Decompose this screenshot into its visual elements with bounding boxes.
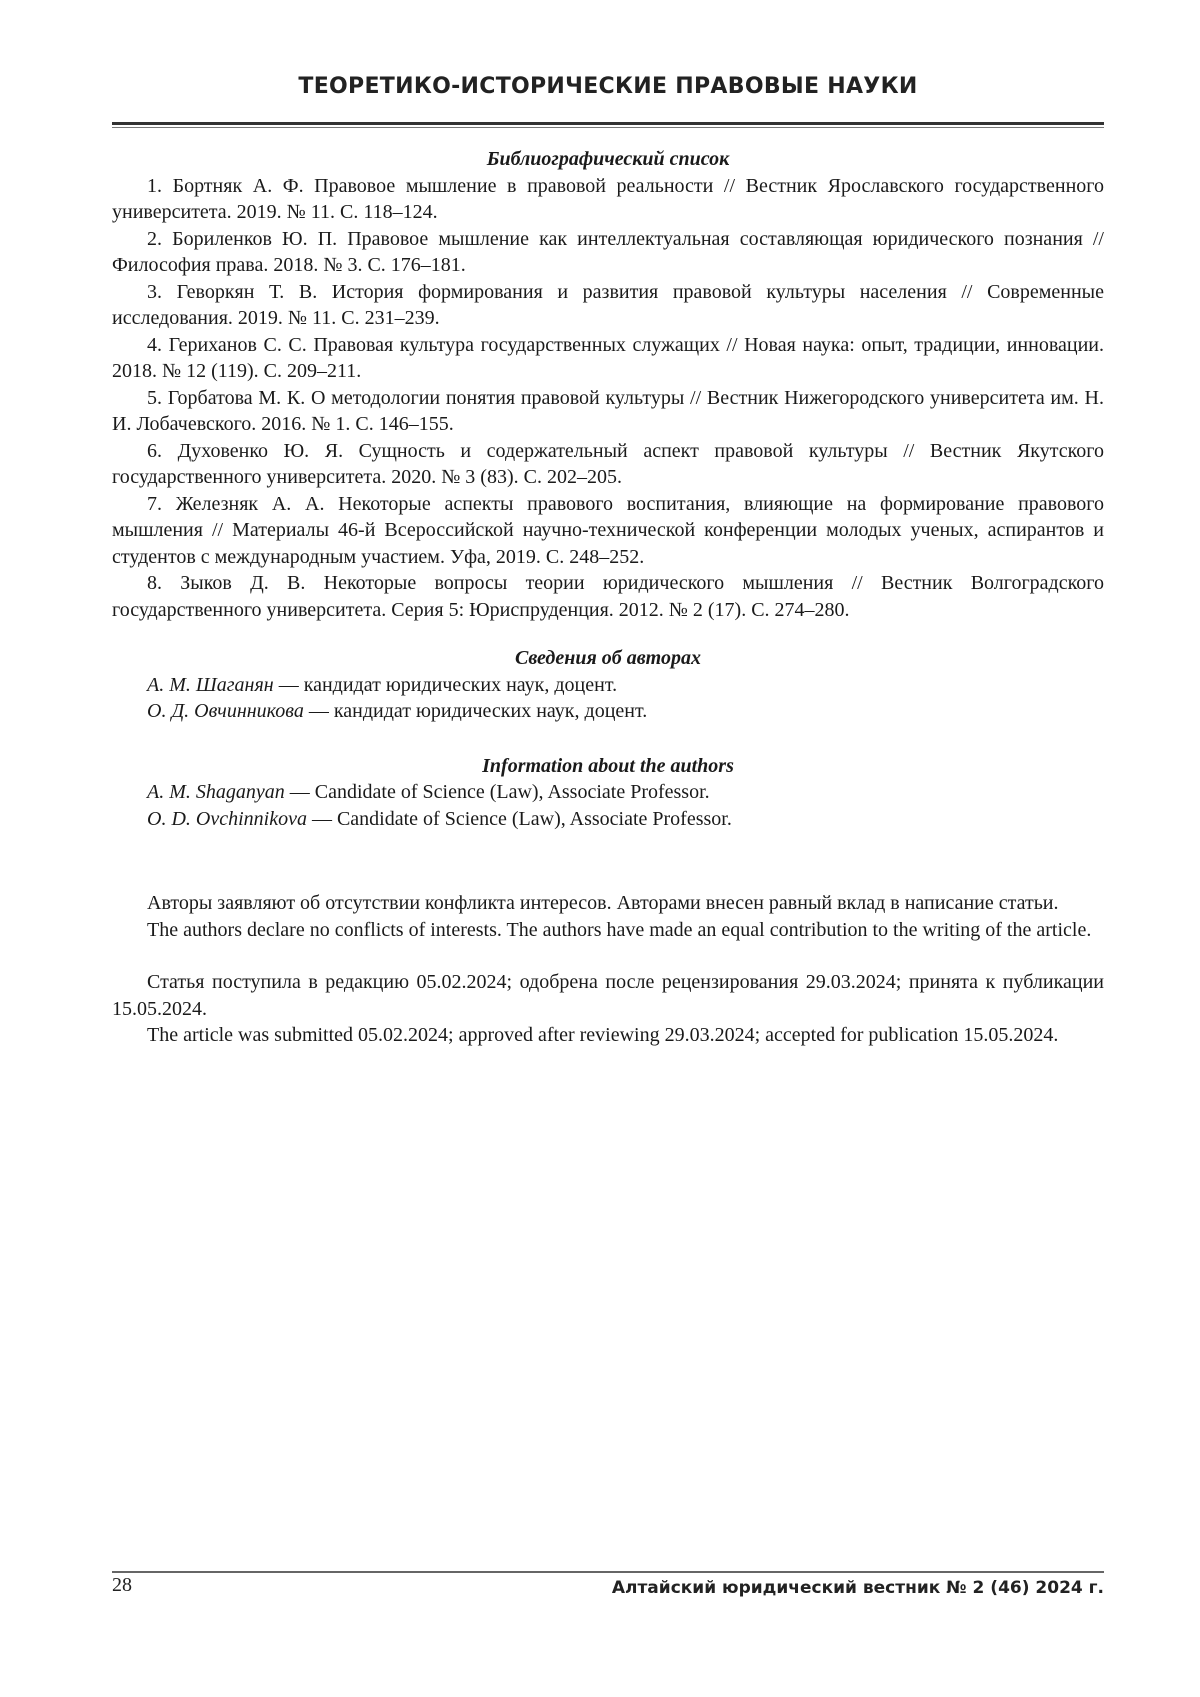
conflict-statement-en: The authors declare no conflicts of interests. The authors have made an equal contribution to the writing of the article. <box>112 917 1104 944</box>
spacer <box>112 943 1104 969</box>
spacer <box>112 832 1104 890</box>
conflict-statement-ru: Авторы заявляют об отсутствии конфликта интересов. Авторами внесен равный вклад в написание статьи. <box>112 890 1104 917</box>
author-description: — кандидат юридических наук, доцент. <box>304 700 647 722</box>
author-description: — Candidate of Science (Law), Associate Professor. <box>307 808 732 830</box>
author-name: А. М. Шаганян <box>147 674 274 696</box>
bibliography-item: 8. Зыков Д. В. Некоторые вопросы теории юридического мышления // Вестник Волгоградского государственного университета. Серия 5: Юриспруденция. 2012. № 2 (17). С. 274–280. <box>112 570 1104 623</box>
author-ru-item <box>112 672 1104 699</box>
author-description: — Candidate of Science (Law), Associate Professor. <box>285 781 710 803</box>
bibliography-item: 5. Горбатова М. К. О методологии понятия правовой культуры // Вестник Нижегородского университета им. Н. И. Лобачевского. 2016. № 1. С. 146–155. <box>112 385 1104 438</box>
authors-ru-heading: Сведения об авторах <box>112 645 1104 672</box>
page-number: 28 <box>112 1574 132 1597</box>
spacer <box>112 725 1104 753</box>
author-en-item <box>112 779 1104 806</box>
authors-en-heading: Information about the authors <box>112 753 1104 780</box>
submission-dates-en: The article was submitted 05.02.2024; approved after reviewing 29.03.2024; accepted for publication 15.05.2024. <box>112 1022 1104 1049</box>
submission-dates-ru: Статья поступила в редакцию 05.02.2024; одобрена после рецензирования 29.03.2024; принята к публикации 15.05.2024. <box>112 969 1104 1022</box>
bibliography-item: 1. Бортняк А. Ф. Правовое мышление в правовой реальности // Вестник Ярославского государственного университета. 2019. № 11. С. 118–124. <box>112 173 1104 226</box>
journal-title: Алтайский юридический вестник № 2 (46) 2024 г. <box>612 1578 1104 1598</box>
bibliography-item: 6. Духовенко Ю. Я. Сущность и содержательный аспект правовой культуры // Вестник Якутского государственного университета. 2020. № 3 (83). С. 202–205. <box>112 438 1104 491</box>
author-description: — кандидат юридических наук, доцент. <box>274 674 617 696</box>
bibliography-item: 3. Геворкян Т. В. История формирования и развития правовой культуры населения // Современные исследования. 2019. № 11. С. 231–239. <box>112 279 1104 332</box>
author-name: A. M. Shaganyan <box>147 781 285 803</box>
bibliography-list <box>112 173 1104 624</box>
author-ru-item <box>112 698 1104 725</box>
bibliography-item: 4. Гериханов С. С. Правовая культура государственных служащих // Новая наука: опыт, традиции, инновации. 2018. № 12 (119). С. 209–211. <box>112 332 1104 385</box>
header-rule-thin <box>112 127 1104 128</box>
spacer <box>112 623 1104 645</box>
author-name: О. Д. Овчинникова <box>147 700 304 722</box>
bibliography-item: 2. Бориленков Ю. П. Правовое мышление как интеллектуальная составляющая юридического познания // Философия права. 2018. № 3. С. 176–181. <box>112 226 1104 279</box>
page-body <box>112 146 1104 1049</box>
bibliography-item: 7. Железняк А. А. Некоторые аспекты правового воспитания, влияющие на формирование правового мышления // Материалы 46-й Всероссийской научно-технической конференции молодых ученых, аспирантов и студентов с международным участием. Уфа, 2019. С. 248–252. <box>112 491 1104 571</box>
footer-rule <box>112 1571 1104 1573</box>
author-name: O. D. Ovchinnikova <box>147 808 307 830</box>
journal-page <box>0 0 1200 1697</box>
running-header: ТЕОРЕТИКО-ИСТОРИЧЕСКИЕ ПРАВОВЫЕ НАУКИ <box>112 74 1104 99</box>
author-en-item <box>112 806 1104 833</box>
header-rule <box>112 122 1104 125</box>
bibliography-heading: Библиографический список <box>112 146 1104 173</box>
